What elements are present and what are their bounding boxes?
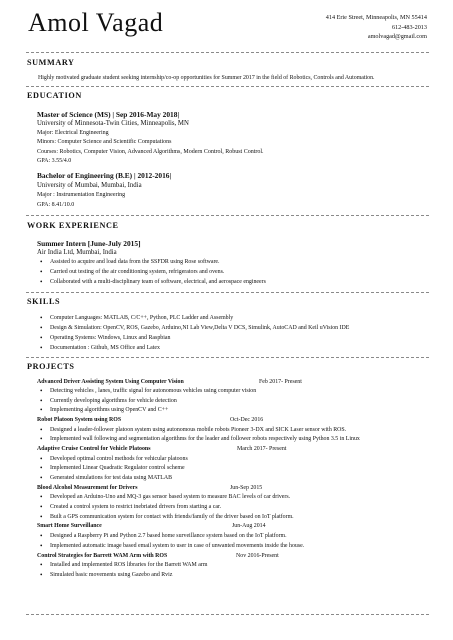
project-date: Nov 2016-Present <box>236 553 279 559</box>
project-bullet: • Designed a Raspberry Pi and Python 2.7 based home surveillance system based on the IoT platform. <box>50 532 287 540</box>
school-name: University of Minnesota-Twin Cities, Minneapolis, MN <box>37 120 189 127</box>
project-bullet: • Currently developing algorithms for vehicle detection <box>50 397 177 405</box>
project-title: Advanced Driver Assisting System Using Computer Vision <box>37 379 184 385</box>
project-bullet: • Implementing algorithms using OpenCV and C++ <box>50 406 168 414</box>
education-detail: Courses: Robotics, Computer Vision, Advanced Algorithms, Modern Control, Robust Control. <box>37 149 264 155</box>
divider <box>26 292 429 293</box>
project-title: Adaptive Cruise Control for Vehicle Platoons <box>37 446 151 452</box>
education-detail: GPA: 3.55/4.0 <box>37 158 72 164</box>
work-bullet: • Assisted to acquire and load data from the SSFDR using Rose software. <box>50 258 220 266</box>
job-title: Summer Intern [June-July 2015] <box>37 239 141 248</box>
project-bullet: • Built a GPS communication system for contact with friends/family of the driver based on IoT platform. <box>50 513 294 521</box>
project-bullet: • Implemented automatic image based email system to user in case of unwanted movements inside the house. <box>50 542 304 550</box>
divider <box>26 215 429 216</box>
project-bullet: • Developed an Arduino-Uno and MQ-3 gas sensor based system to measure BAC levels of car drivers. <box>50 493 290 501</box>
project-bullet: • Simulated basic movements using Gazebo and Rviz <box>50 571 172 579</box>
project-bullet: • Implemented Linear Quadratic Regulator control scheme <box>50 464 185 472</box>
school-name: University of Mumbai, Mumbai, India <box>37 182 142 189</box>
divider <box>26 614 429 615</box>
divider <box>26 86 429 87</box>
contact-block <box>326 13 427 42</box>
work-bullet: • Carried out testing of the air conditioning system, refrigerators and ovens. <box>50 268 224 276</box>
phone: 612-483-2013 <box>391 23 427 31</box>
skill-bullet: • Computer Languages: MATLAB, C/C++, Python, PLC Ladder and Assembly <box>50 314 233 322</box>
divider <box>26 52 429 53</box>
education-detail: GPA: 8.41/10.0 <box>37 202 75 208</box>
section-heading-work: WORK EXPERIENCE <box>27 221 119 230</box>
candidate-name: Amol Vagad <box>28 8 164 37</box>
work-bullet: • Collaborated with a multi-disciplinary team of software, electrical, and aerospace engineers <box>50 278 266 286</box>
education-detail: Major : Instrumentation Engineering <box>37 192 126 198</box>
section-heading-skills: SKILLS <box>27 297 61 306</box>
divider <box>26 357 429 358</box>
project-bullet: • Implemented wall following and segmentation algorithms for the leader and follower robots respectively using Python 3.5 in Linux <box>50 435 360 443</box>
project-title: Control Strategies for Barrett WAM Arm with ROS <box>37 553 168 559</box>
skill-bullet: • Design & Simulation: OpenCV, ROS, Gazebo, Arduino,NI Lab View,Delta V DCS, Simulink, AutoCAD and Keil uVision IDE <box>50 324 349 332</box>
company-name: Air India Ltd, Mumbai, India <box>37 249 117 256</box>
address: 414 Erie Street, Minneapolis, MN 55414 <box>325 14 427 21</box>
project-title: Smart Home Surveillance <box>37 523 102 529</box>
education-detail: Minors: Computer Science and Scientific Computations <box>37 139 172 145</box>
section-heading-education: EDUCATION <box>27 91 82 100</box>
project-bullet: • Generated simulations for test data using MATLAB <box>50 474 172 482</box>
project-bullet: • Designed a leader-follower platoon system using autonomous mobile robots Pioneer 3-DX and SICK Laser sensor with ROS. <box>50 426 346 434</box>
degree-title: Master of Science (MS) | Sep 2016-May 2018| <box>37 110 180 119</box>
project-date: March 2017- Present <box>237 446 287 452</box>
project-date: Oct-Dec 2016 <box>230 417 264 423</box>
section-heading-projects: PROJECTS <box>27 362 75 371</box>
project-bullet: • Created a control system to restrict inebriated drivers from starting a car. <box>50 503 221 511</box>
project-date: Feb 2017- Present <box>259 379 302 385</box>
degree-title: Bachelor of Engineering (B.E) | 2012-2016| <box>37 171 172 180</box>
education-detail: Major: Electrical Engineering <box>37 130 109 136</box>
email: amolvagad@gmail.com <box>367 33 427 40</box>
skill-bullet: • Documentation : Github, MS Office and Latex <box>50 344 160 352</box>
project-bullet: • Developed optimal control methods for vehicular platoons <box>50 455 188 463</box>
section-heading-summary: SUMMARY <box>27 58 75 67</box>
project-title: Blood Alcohol Measurement for Drivers <box>37 485 138 491</box>
summary-text: Highly motivated graduate student seeking internship/co-op opportunities for Summer 2017 in the field of Robotics, Controls and Automation. <box>38 75 375 81</box>
project-bullet: • Installed and implemented ROS libraries for the Barrett WAM arm <box>50 561 207 569</box>
project-date: Jun-Aug 2014 <box>232 523 266 529</box>
skill-bullet: • Operating Systems: Windows, Linux and Raspbian <box>50 334 170 342</box>
project-date: Jun-Sep 2015 <box>230 485 263 491</box>
project-bullet: • Detecting vehicles , lanes, traffic signal for autonomous vehicles using computer vision <box>50 387 256 395</box>
project-title: Robot Platoon System using ROS <box>37 417 122 423</box>
